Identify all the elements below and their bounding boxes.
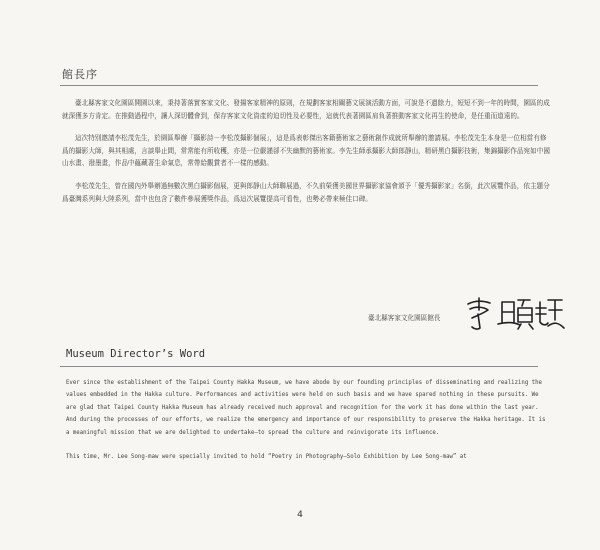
english-section-title: Museum Director’s Word: [66, 348, 206, 360]
english-body: [66, 377, 552, 475]
chinese-paragraph: 臺北縣客家文化園區開園以來，秉持著落實客家文化、發揚客家精神的原則，在規劃客家相關藝文展演活動方面，可說是不遺餘力，短短不到一年的時間，園區的成就深獲多方肯定。在推動過程中，讓人深切體會到，保存客家文化資產的迫切性及必要性，這就代表著園區肩負著推動客家文化再生的使命，是任重而道遠的。: [62, 99, 550, 120]
page-number: 4: [297, 510, 303, 520]
chinese-section-title: 館長序: [62, 68, 98, 81]
english-paragraph: This time, Mr. Lee Song-maw were specially invited to hold “Poetry in Photography—Solo Exhibition by Lee Song-maw” at: [66, 454, 467, 461]
chinese-paragraph: 李松茂先生，曾在國內外舉辦過無數次黑白攝影個展，更與郎靜山大師聯展過，不久前榮獲美國世界攝影家協會頒予「優秀攝影家」名銜，此次展覽作品，依主題分爲臺灣系列與大陸系列，當中也包含了數件參展獲獎作品，爲這次展覽提高可看性，也勢必帶來極佳口碑。: [62, 181, 550, 203]
handwritten-signature: [458, 292, 568, 332]
english-title-divider: [60, 366, 538, 367]
chinese-title-divider: [60, 85, 538, 86]
signature-caption: 臺北縣客家文化園區館長: [368, 314, 441, 322]
chinese-body: [62, 97, 550, 215]
english-paragraph: Ever since the establishment of the Taipei County Hakka Museum, we have abode by our founding principles of disseminating and realizing the values embedded in the Hakka culture. Performances and activities were held on such basis and we have spared nothing in these pursuits. We are glad that Taipei County Hakka Museum has already received much approval and recognition for the work it has done within the last year. And during the processes of our efforts, we realize the emergency and importance of our responsibility to preserve the Hakka heritage. It is a meaningful mission that we are delighted to undertake—to spread the culture and reinvigorate its influence.: [66, 380, 546, 436]
signature-block: [368, 300, 568, 340]
chinese-paragraph: 這次特別邀請李松茂先生，於園區舉辦「攝影詩－李松茂攝影個展」，這是爲表彰傑出客籍藝術家之藝術創作成就所舉辦的邀請展。李松茂先生本身是一位相當有修爲的攝影大師，與其相處，言談舉止間，常常能有所收穫，亦是一位嚴謹卻不失幽默的藝術家。李先生師承攝影大師郎靜山，精研黑白攝影技術，集錦攝影作品宛如中國山水畫、潑墨畫，作品中蘊藏著生命氣息，常帶給觀賞者不一樣的感動。: [62, 134, 550, 168]
